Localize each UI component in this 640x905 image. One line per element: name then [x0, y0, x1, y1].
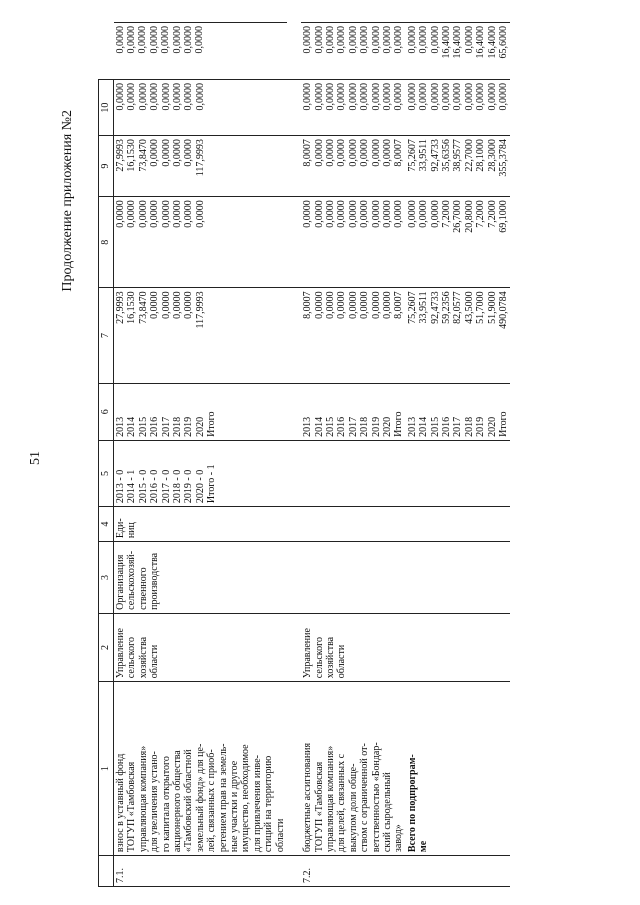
- row-federal-funding: 0,0000 0,0000 0,0000 0,0000 0,0000 0,0000 0,0000 0,0000 0,0000: [301, 197, 406, 288]
- header-cell: 8: [99, 197, 114, 288]
- page-number: 51: [28, 451, 43, 465]
- header-spacer: [99, 856, 114, 887]
- row-participant: Организация сельскохозяй- ственного производства: [114, 542, 288, 614]
- program-table: [98, 22, 510, 887]
- header-cell: 2: [99, 613, 114, 681]
- row-years: 2013 2014 2015 2016 2017 2018 2019 2020 Итого: [114, 383, 288, 440]
- header-cell: 10: [99, 80, 114, 136]
- row-local-funding: 0,0000 0,0000 0,0000 0,0000 0,0000 0,0000 0,0000 0,0000 0,0000: [301, 80, 406, 136]
- row-years: 2013 2014 2015 2016 2017 2018 2019 2020 Итого: [301, 383, 406, 440]
- row-indicator-values: 2013 - 0 2014 - 1 2015 - 0 2016 - 0 2017 - 0 2018 - 0 2019 - 0 2020 - 0 Итого - 1: [114, 440, 288, 506]
- row-number: 7.1.: [114, 856, 288, 887]
- row-years: 2013 2014 2015 2016 2017 2018 2019 2020 Итого: [406, 383, 511, 440]
- header-cell: 6: [99, 383, 114, 440]
- total-label: Всего по подпрограм- ме: [406, 682, 511, 856]
- total-federal-funding: 0,0000 0,0000 0,0000 7,2000 26,7000 20,8000 7,2000 7,2000 69,1000: [406, 197, 511, 288]
- row-executor: Управление сельского хозяйства области: [301, 613, 406, 681]
- table-row-total: [406, 23, 511, 887]
- row-participant: [301, 542, 406, 614]
- header-cell: 1: [99, 682, 114, 856]
- row-unit: [301, 507, 406, 542]
- row-local-funding: 0,0000 0,0000 0,0000 0,0000 0,0000 0,0000 0,0000 0,0000: [114, 80, 288, 136]
- row-description: бюджетные ассигнования ТОГУП «Тамбовская управляющая компания» для целей, связанных с выкупом доли обще- ством с ограниченной от- ветственностью «Бондар- ский сыродельный завод»: [301, 682, 406, 856]
- row-spacer: [287, 23, 301, 887]
- header-cell: 9: [99, 136, 114, 197]
- row-total-funding: 8,0007 0,0000 0,0000 0,0000 0,0000 0,0000 0,0000 0,0000 8,0007: [301, 288, 406, 383]
- row-other-funding: 0,0000 0,0000 0,0000 0,0000 0,0000 0,0000 0,0000 0,0000: [114, 23, 288, 80]
- total-regional-funding: 75,2607 33,9511 92,4733 35,6356 38,9577 22,7000 28,1000 28,3000 355,3784: [406, 136, 511, 197]
- total-other-funding: 0,0000 0,0000 0,0000 16,4000 16,4000 0,0000 16,4000 16,4000 65,6000: [406, 23, 511, 80]
- row-indicator-values: [301, 440, 406, 506]
- total-local-funding: 0,0000 0,0000 0,0000 0,0000 0,0000 0,0000 0,0000 0,0000 0,0000: [406, 80, 511, 136]
- row-regional-funding: 8,0007 0,0000 0,0000 0,0000 0,0000 0,0000 0,0000 0,0000 8,0007: [301, 136, 406, 197]
- row-number: 7.2.: [301, 856, 406, 887]
- header-cell: 3: [99, 542, 114, 614]
- row-unit: Еди- ниц: [114, 507, 288, 542]
- total-funding: 75,2607 33,9511 92,4733 59,2356 82,0577 43,5000 51,7000 51,9000 490,0784: [406, 288, 511, 383]
- header-cell: 7: [99, 288, 114, 383]
- row-federal-funding: 0,0000 0,0000 0,0000 0,0000 0,0000 0,0000 0,0000 0,0000: [114, 197, 288, 288]
- row-description: взнос в уставный фонд ТОГУП «Тамбовская управляющая компания» для увеличения устано- го капитала открытого акционерного общества «Тамбовский областной земельный фонд» для це- лей, связанных с приоб- ретением прав на земель- ные участки и другое имущество, необходимое для привлечения инве- стиций на территорию области: [114, 682, 288, 856]
- row-number: [406, 856, 511, 887]
- table-row-7-2: [301, 23, 406, 887]
- table-row-7-1: [114, 23, 288, 887]
- header-cell: 4: [99, 507, 114, 542]
- continuation-heading: Продолжение приложения №2: [60, 110, 75, 292]
- table-header-row: [99, 23, 114, 887]
- row-total-funding: 27,9993 16,1530 73,8470 0,0000 0,0000 0,0000 0,0000 117,9993: [114, 288, 288, 383]
- row-other-funding: 0,0000 0,0000 0,0000 0,0000 0,0000 0,0000 0,0000 0,0000 0,0000: [301, 23, 406, 80]
- row-regional-funding: 27,9993 16,1530 73,8470 0,0000 0,0000 0,0000 0,0000 117,9993: [114, 136, 288, 197]
- header-cell: 5: [99, 440, 114, 506]
- row-executor: Управление сельского хозяйства области: [114, 613, 288, 681]
